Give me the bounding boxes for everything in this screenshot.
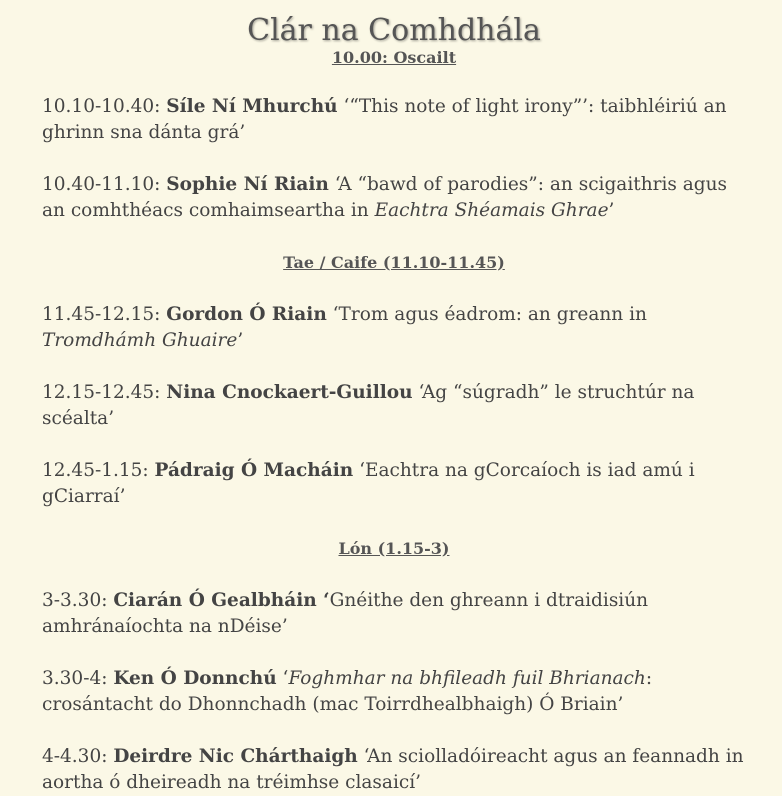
entry-speaker: Sophie Ní Riain xyxy=(166,174,329,195)
entry-title: ‘Ag “súgradh” le struchtúr na scéalta’ xyxy=(42,382,695,429)
entry-title: ‘ xyxy=(276,668,289,689)
entry-speaker: Gordon Ó Riain xyxy=(166,304,327,325)
entry-title: ‘Eachtra na gCorcaíoch is iad amú i gCiarraí’ xyxy=(42,460,695,507)
entry-time: 11.45-12.15: xyxy=(42,304,167,325)
opening-session: 10.00: Oscailt xyxy=(331,48,457,67)
entry-speaker: Ken Ó Donnchú xyxy=(113,668,277,689)
entry-speaker: Nina Cnockaert-Guillou xyxy=(166,382,413,403)
entry-time: 12.45-1.15: xyxy=(42,460,155,481)
programme-entry xyxy=(42,302,746,354)
entry-title-italic: Eachtra Shéamais Ghrae xyxy=(374,200,609,221)
entry-time: 3-3.30: xyxy=(42,590,114,611)
entry-time: 3.30-4: xyxy=(42,668,114,689)
programme-entry xyxy=(42,380,746,432)
entry-title: ‘“This note of light irony”’: taibhléiriú an ghrinn sna dánta grá’ xyxy=(42,96,727,143)
lunch-break: Lón (1.15-3) xyxy=(338,539,450,558)
entry-speaker: Ciarán Ó Gealbháin ‘ xyxy=(113,590,330,611)
programme-page xyxy=(0,14,782,796)
entry-title: ‘Trom agus éadrom: an greann in xyxy=(326,304,647,325)
programme-entry xyxy=(42,94,746,146)
entry-title-end: ’ xyxy=(608,200,615,221)
entry-time: 12.15-12.45: xyxy=(42,382,167,403)
programme-entry xyxy=(42,588,746,640)
entry-time: 10.40-11.10: xyxy=(42,174,167,195)
entry-speaker: Síle Ní Mhurchú xyxy=(166,96,338,117)
entry-title: ‘A “bawd of parodies”: an scigaithris agus an comhthéacs comhaimseartha in xyxy=(42,174,728,221)
programme-entry xyxy=(42,458,746,510)
entry-title: Gnéithe den ghreann i dtraidisiún amhránaíochta na nDéise’ xyxy=(42,590,649,637)
programme-entry xyxy=(42,172,746,224)
entry-title-italic: Tromdhámh Ghuaire xyxy=(42,330,238,351)
entry-title: ‘An sciolladóireacht agus an feannadh in aortha ó dheireadh na tréimhse clasaicí’ xyxy=(42,746,744,793)
entry-title-end: : crosántacht do Dhonnchadh (mac Toirrdhealbhaigh) Ó Briain’ xyxy=(42,668,653,715)
entry-speaker: Pádraig Ó Macháin xyxy=(154,460,354,481)
programme-entry xyxy=(42,666,746,718)
tea-break: Tae / Caife (11.10-11.45) xyxy=(283,253,505,272)
page-title: Clár na Comhdhála xyxy=(247,13,541,48)
programme-entry xyxy=(42,744,746,796)
entry-title-italic: Foghmhar na bhfileadh fuil Bhrianach xyxy=(288,668,646,689)
entry-title-end: ’ xyxy=(237,330,244,351)
entry-speaker: Deirdre Nic Chárthaigh xyxy=(113,746,358,767)
entry-time: 4-4.30: xyxy=(42,746,114,767)
entry-time: 10.10-10.40: xyxy=(42,96,167,117)
